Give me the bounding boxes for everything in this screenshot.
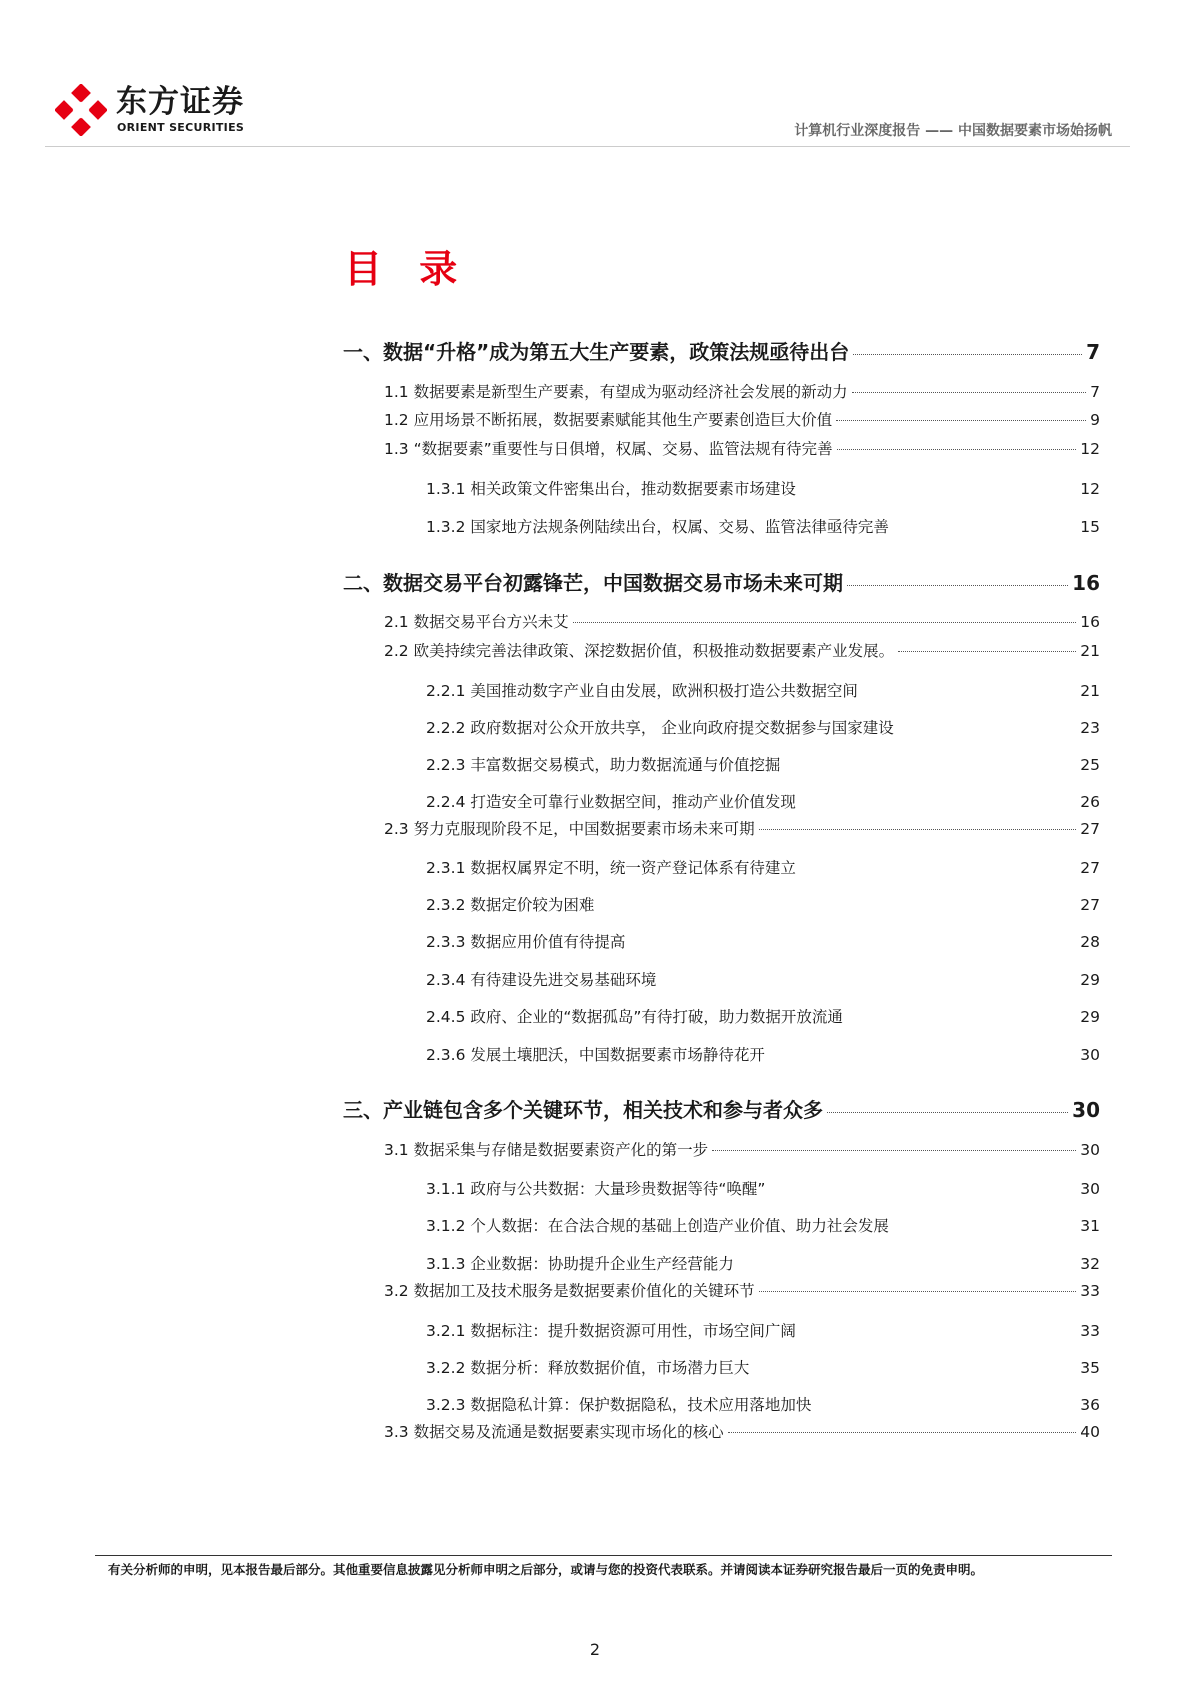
toc-entry[interactable]	[384, 1420, 1100, 1442]
toc-dot-leader	[728, 1431, 1077, 1433]
toc-entry-page: 30	[1080, 1141, 1100, 1159]
toc-entry-page: 9	[1090, 411, 1100, 429]
toc-entry-page: 30	[1072, 1098, 1100, 1122]
toc-entry[interactable]	[426, 790, 1100, 812]
toc-entry-label: 3.1.3 企业数据：协助提升企业生产经营能力	[426, 1255, 734, 1273]
toc-entry-page: 32	[1080, 1255, 1100, 1273]
brand-name-cn: 东方证券	[116, 84, 244, 120]
toc-entry-label: 2.4.5 政府、企业的“数据孤岛”有待打破，助力数据开放流通	[426, 1008, 843, 1026]
toc-entry[interactable]	[384, 1138, 1100, 1160]
toc-entry-page: 40	[1080, 1423, 1100, 1441]
toc-entry[interactable]	[426, 893, 1100, 915]
toc-entry-label: 1.3.2 国家地方法规条例陆续出台，权属、交易、监管法律亟待完善	[426, 518, 889, 536]
toc-entry[interactable]	[343, 567, 1100, 596]
toc-entry[interactable]	[343, 1094, 1100, 1123]
toc-entry-label: 2.2 欧美持续完善法律政策、深挖数据价值，积极推动数据要素产业发展。	[384, 642, 895, 660]
toc-entry[interactable]	[384, 437, 1100, 459]
toc-entry-page: 29	[1080, 971, 1100, 989]
toc-entry-label: 2.3 努力克服现阶段不足，中国数据要素市场未来可期	[384, 820, 755, 838]
header-divider	[45, 146, 1130, 147]
toc-entry-label: 2.1 数据交易平台方兴未艾	[384, 613, 569, 631]
footer-divider	[95, 1555, 1112, 1556]
toc-entry[interactable]	[426, 1393, 1100, 1415]
toc-entry-page: 28	[1080, 933, 1100, 951]
toc-entry[interactable]	[384, 1279, 1100, 1301]
toc-entry-label: 3.1.1 政府与公共数据：大量珍贵数据等待“唤醒”	[426, 1180, 766, 1198]
toc-entry-label: 1.3.1 相关政策文件密集出台，推动数据要素市场建设	[426, 480, 796, 498]
toc-entry-label: 三、产业链包含多个关键环节，相关技术和参与者众多	[343, 1098, 823, 1122]
toc-entry-label: 3.2 数据加工及技术服务是数据要素价值化的关键环节	[384, 1282, 755, 1300]
toc-entry[interactable]	[426, 1043, 1100, 1065]
toc-entry-label: 3.3 数据交易及流通是数据要素实现市场化的核心	[384, 1423, 724, 1441]
toc-entry[interactable]	[384, 380, 1100, 402]
toc-entry-label: 2.2.2 政府数据对公众开放共享， 企业向政府提交数据参与国家建设	[426, 719, 894, 737]
toc-entry-label: 3.2.1 数据标注：提升数据资源可用性，市场空间广阔	[426, 1322, 796, 1340]
toc-entry[interactable]	[426, 515, 1100, 537]
toc-entry-page: 29	[1080, 1008, 1100, 1026]
toc-entry-label: 2.3.2 数据定价较为困难	[426, 896, 595, 914]
toc-entry[interactable]	[426, 753, 1100, 775]
toc-entry[interactable]	[426, 716, 1100, 738]
toc-entry-label: 2.3.6 发展土壤肥沃，中国数据要素市场静待花开	[426, 1046, 765, 1064]
toc-entry-page: 30	[1080, 1046, 1100, 1064]
toc-entry-page: 21	[1080, 682, 1100, 700]
toc-dot-leader	[898, 650, 1076, 652]
toc-entry-page: 30	[1080, 1180, 1100, 1198]
toc-dot-leader	[827, 1111, 1068, 1113]
toc-entry-label: 2.3.3 数据应用价值有待提高	[426, 933, 626, 951]
toc-entry[interactable]	[426, 1356, 1100, 1378]
disclaimer: 有关分析师的申明，见本报告最后部分。其他重要信息披露见分析师申明之后部分，或请与您的投资代表联系。并请阅读本证券研究报告最后一页的免责申明。	[108, 1562, 984, 1577]
toc-entry[interactable]	[426, 930, 1100, 952]
toc-entry-label: 3.2.3 数据隐私计算：保护数据隐私，技术应用落地加快	[426, 1396, 812, 1414]
toc-entry-page: 27	[1080, 859, 1100, 877]
toc-entry-page: 33	[1080, 1322, 1100, 1340]
toc-entry-label: 2.3.1 数据权属界定不明，统一资产登记体系有待建立	[426, 859, 796, 877]
toc-entry-page: 27	[1080, 896, 1100, 914]
toc-entry-page: 21	[1080, 642, 1100, 660]
toc-entry-label: 1.1 数据要素是新型生产要素，有望成为驱动经济社会发展的新动力	[384, 383, 848, 401]
toc-entry[interactable]	[426, 968, 1100, 990]
toc-entry-label: 3.2.2 数据分析：释放数据价值，市场潜力巨大	[426, 1359, 750, 1377]
toc-entry-label: 2.2.4 打造安全可靠行业数据空间，推动产业价值发现	[426, 793, 796, 811]
toc-dot-leader	[712, 1149, 1076, 1151]
toc-entry-page: 27	[1080, 820, 1100, 838]
toc-entry-label: 二、数据交易平台初露锋芒，中国数据交易市场未来可期	[343, 571, 843, 595]
toc-entry-page: 35	[1080, 1359, 1100, 1377]
toc-entry-label: 2.2.1 美国推动数字产业自由发展，欧洲积极打造公共数据空间	[426, 682, 858, 700]
toc-entry[interactable]	[426, 856, 1100, 878]
toc-entry-label: 2.2.3 丰富数据交易模式，助力数据流通与价值挖掘	[426, 756, 781, 774]
toc-entry-label: 3.1.2 个人数据：在合法合规的基础上创造产业价值、助力社会发展	[426, 1217, 889, 1235]
toc-entry-page: 33	[1080, 1282, 1100, 1300]
toc-entry[interactable]	[384, 817, 1100, 839]
toc-dot-leader	[853, 353, 1082, 355]
toc-entry-label: 1.3 “数据要素”重要性与日俱增，权属、交易、监管法规有待完善	[384, 440, 833, 458]
toc-entry-page: 15	[1080, 518, 1100, 536]
toc-dot-leader	[759, 828, 1077, 830]
toc-entry[interactable]	[426, 1319, 1100, 1341]
toc-entry-page: 36	[1080, 1396, 1100, 1414]
toc-dot-leader	[852, 391, 1087, 393]
toc-entry-page: 16	[1072, 571, 1100, 595]
toc-entry-label: 一、数据“升格”成为第五大生产要素，政策法规亟待出台	[343, 340, 850, 364]
toc-entry[interactable]	[426, 1177, 1100, 1199]
toc-entry-page: 7	[1086, 340, 1100, 364]
page-number: 2	[589, 1640, 601, 1659]
report-title: 计算机行业深度报告 —— 中国数据要素市场始扬帆	[794, 123, 1112, 139]
toc-entry-page: 7	[1090, 383, 1100, 401]
toc-entry-page: 23	[1080, 719, 1100, 737]
toc-entry[interactable]	[384, 639, 1100, 661]
orient-securities-logo-icon	[55, 84, 107, 136]
toc-entry[interactable]	[384, 610, 1100, 632]
toc-entry[interactable]	[426, 1252, 1100, 1274]
toc-entry-page: 12	[1080, 440, 1100, 458]
toc-entry[interactable]	[426, 477, 1100, 499]
toc-dot-leader	[837, 448, 1077, 450]
toc-entry-label: 2.3.4 有待建设先进交易基础环境	[426, 971, 657, 989]
toc-entry[interactable]	[426, 1214, 1100, 1236]
toc-entry-page: 31	[1080, 1217, 1100, 1235]
toc-dot-leader	[573, 621, 1077, 623]
toc-entry-page: 16	[1080, 613, 1100, 631]
toc-dot-leader	[836, 419, 1086, 421]
toc-entry[interactable]	[343, 336, 1100, 365]
toc-entry[interactable]	[426, 679, 1100, 701]
brand-name-en: ORIENT SECURITIES	[117, 121, 245, 134]
toc-entry-page: 25	[1080, 756, 1100, 774]
toc-entry[interactable]	[426, 1005, 1100, 1027]
toc-entry-label: 3.1 数据采集与存储是数据要素资产化的第一步	[384, 1141, 709, 1159]
toc-entry-label: 1.2 应用场景不断拓展，数据要素赋能其他生产要素创造巨大价值	[384, 411, 833, 429]
toc-heading: 目 录	[344, 247, 470, 291]
toc-entry[interactable]	[384, 408, 1100, 430]
toc-entry-page: 26	[1080, 793, 1100, 811]
toc-dot-leader	[847, 584, 1068, 586]
toc-dot-leader	[759, 1290, 1077, 1292]
toc-entry-page: 12	[1080, 480, 1100, 498]
